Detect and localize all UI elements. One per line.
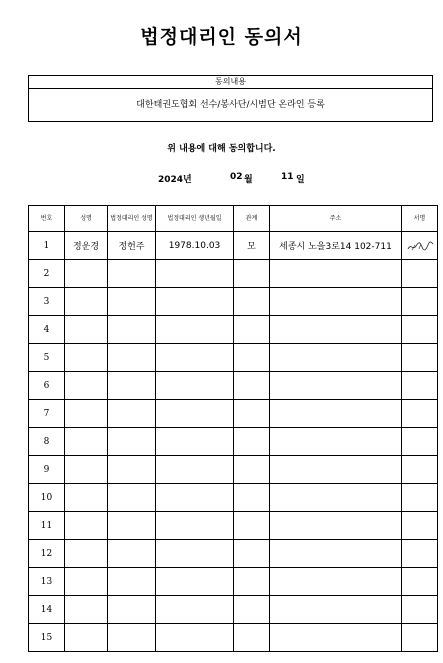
cell-name[interactable] — [65, 400, 108, 428]
cell-address[interactable] — [270, 260, 402, 288]
cell-guardian-name[interactable] — [108, 372, 156, 400]
cell-guardian-birthdate[interactable] — [156, 316, 234, 344]
cell-guardian-name[interactable]: 정헌주 — [108, 232, 156, 260]
cell-guardian-birthdate[interactable]: 1978.10.03 — [156, 232, 234, 260]
row-number: 12 — [29, 540, 65, 568]
cell-guardian-name[interactable] — [108, 624, 156, 652]
cell-guardian-name[interactable] — [108, 596, 156, 624]
table-row — [29, 232, 438, 260]
table-row — [29, 540, 438, 568]
cell-name[interactable] — [65, 568, 108, 596]
table-row — [29, 372, 438, 400]
signature-mark — [406, 239, 434, 253]
cell-address[interactable] — [270, 428, 402, 456]
cell-address[interactable] — [270, 540, 402, 568]
table-row — [29, 596, 438, 624]
row-number: 10 — [29, 484, 65, 512]
date-day: 11 — [281, 172, 294, 182]
consent-header: 동의내용 — [29, 76, 432, 89]
cell-guardian-birthdate[interactable] — [156, 624, 234, 652]
cell-address[interactable] — [270, 484, 402, 512]
cell-name[interactable] — [65, 512, 108, 540]
cell-relation[interactable] — [234, 260, 270, 288]
cell-guardian-birthdate[interactable] — [156, 372, 234, 400]
cell-address[interactable]: 세종시 노을3로14 102-711 — [270, 232, 402, 260]
cell-guardian-birthdate[interactable] — [156, 484, 234, 512]
cell-signature[interactable] — [402, 372, 438, 400]
cell-signature[interactable] — [402, 624, 438, 652]
cell-name[interactable] — [65, 288, 108, 316]
cell-address[interactable] — [270, 344, 402, 372]
table-row — [29, 344, 438, 372]
cell-guardian-birthdate[interactable] — [156, 540, 234, 568]
cell-guardian-name[interactable] — [108, 540, 156, 568]
cell-guardian-birthdate[interactable] — [156, 512, 234, 540]
table-row — [29, 428, 438, 456]
row-number: 8 — [29, 428, 65, 456]
row-number: 4 — [29, 316, 65, 344]
row-number: 5 — [29, 344, 65, 372]
cell-signature[interactable] — [402, 540, 438, 568]
cell-name[interactable] — [65, 428, 108, 456]
table-row — [29, 288, 438, 316]
cell-signature[interactable] — [402, 456, 438, 484]
agreement-statement: 위 내용에 대해 동의합니다. — [167, 144, 276, 154]
table-row — [29, 512, 438, 540]
row-number: 15 — [29, 624, 65, 652]
table-row — [29, 456, 438, 484]
guardian-consent-table — [28, 205, 438, 652]
header-guardian-name: 법정대리인 성명 — [108, 206, 156, 232]
cell-signature[interactable] — [402, 428, 438, 456]
cell-signature[interactable] — [402, 232, 438, 260]
document-title: 법정대리인 동의서 — [140, 26, 303, 48]
row-number: 1 — [29, 232, 65, 260]
row-number: 13 — [29, 568, 65, 596]
cell-name[interactable] — [65, 456, 108, 484]
date-month: 02 — [230, 172, 243, 182]
consent-content: 대한태권도협회 선수/봉사단/시범단 온라인 등록 — [136, 100, 325, 110]
row-number: 11 — [29, 512, 65, 540]
cell-signature[interactable] — [402, 344, 438, 372]
header-signature: 서명 — [402, 206, 438, 232]
date-year: 2024년 — [158, 175, 192, 185]
cell-name[interactable] — [65, 596, 108, 624]
cell-name[interactable] — [65, 260, 108, 288]
row-number: 3 — [29, 288, 65, 316]
cell-guardian-birthdate[interactable] — [156, 456, 234, 484]
cell-guardian-name[interactable] — [108, 428, 156, 456]
cell-guardian-name[interactable] — [108, 456, 156, 484]
cell-guardian-name[interactable] — [108, 344, 156, 372]
cell-name[interactable] — [65, 372, 108, 400]
cell-address[interactable] — [270, 372, 402, 400]
cell-guardian-birthdate[interactable] — [156, 344, 234, 372]
cell-signature[interactable] — [402, 568, 438, 596]
table-row — [29, 624, 438, 652]
header-name: 성명 — [65, 206, 108, 232]
cell-name[interactable] — [65, 624, 108, 652]
cell-relation[interactable] — [234, 624, 270, 652]
table-row — [29, 400, 438, 428]
cell-guardian-birthdate[interactable] — [156, 428, 234, 456]
cell-relation[interactable] — [234, 316, 270, 344]
cell-relation[interactable] — [234, 428, 270, 456]
cell-address[interactable] — [270, 568, 402, 596]
row-number: 2 — [29, 260, 65, 288]
row-number: 7 — [29, 400, 65, 428]
cell-relation[interactable] — [234, 344, 270, 372]
cell-relation[interactable] — [234, 456, 270, 484]
table-row — [29, 260, 438, 288]
cell-guardian-birthdate[interactable] — [156, 260, 234, 288]
cell-relation[interactable] — [234, 372, 270, 400]
row-number: 14 — [29, 596, 65, 624]
cell-signature[interactable] — [402, 260, 438, 288]
cell-signature[interactable] — [402, 288, 438, 316]
table-header-row — [29, 206, 438, 232]
cell-name[interactable] — [65, 316, 108, 344]
cell-signature[interactable] — [402, 484, 438, 512]
cell-address[interactable] — [270, 512, 402, 540]
cell-signature[interactable] — [402, 596, 438, 624]
cell-signature[interactable] — [402, 400, 438, 428]
header-number: 번호 — [29, 206, 65, 232]
cell-guardian-birthdate[interactable] — [156, 288, 234, 316]
cell-address[interactable] — [270, 288, 402, 316]
cell-address[interactable] — [270, 596, 402, 624]
cell-address[interactable] — [270, 316, 402, 344]
header-relation: 관계 — [234, 206, 270, 232]
cell-address[interactable] — [270, 400, 402, 428]
table-row — [29, 316, 438, 344]
date-month-unit: 월 — [244, 175, 253, 185]
cell-relation[interactable] — [234, 400, 270, 428]
cell-guardian-birthdate[interactable] — [156, 568, 234, 596]
cell-guardian-name[interactable] — [108, 568, 156, 596]
cell-relation[interactable] — [234, 512, 270, 540]
table-row — [29, 568, 438, 596]
cell-guardian-name[interactable] — [108, 288, 156, 316]
cell-relation[interactable] — [234, 484, 270, 512]
header-guardian-birthdate: 법정대리인 생년월일 — [156, 206, 234, 232]
cell-guardian-birthdate[interactable] — [156, 400, 234, 428]
row-number: 6 — [29, 372, 65, 400]
cell-name[interactable] — [65, 484, 108, 512]
cell-signature[interactable] — [402, 316, 438, 344]
cell-address[interactable] — [270, 624, 402, 652]
date-day-unit: 일 — [296, 175, 305, 185]
consent-box — [28, 75, 433, 122]
cell-name[interactable]: 정운경 — [65, 232, 108, 260]
cell-guardian-name[interactable] — [108, 400, 156, 428]
cell-relation[interactable] — [234, 596, 270, 624]
cell-relation[interactable] — [234, 288, 270, 316]
cell-guardian-birthdate[interactable] — [156, 596, 234, 624]
row-number: 9 — [29, 456, 65, 484]
cell-name[interactable] — [65, 540, 108, 568]
cell-guardian-name[interactable] — [108, 260, 156, 288]
cell-guardian-name[interactable] — [108, 484, 156, 512]
cell-relation[interactable] — [234, 568, 270, 596]
cell-relation[interactable]: 모 — [234, 232, 270, 260]
cell-relation[interactable] — [234, 540, 270, 568]
cell-address[interactable] — [270, 456, 402, 484]
cell-name[interactable] — [65, 344, 108, 372]
cell-guardian-name[interactable] — [108, 316, 156, 344]
header-address: 주소 — [270, 206, 402, 232]
cell-guardian-name[interactable] — [108, 512, 156, 540]
cell-signature[interactable] — [402, 512, 438, 540]
table-row — [29, 484, 438, 512]
